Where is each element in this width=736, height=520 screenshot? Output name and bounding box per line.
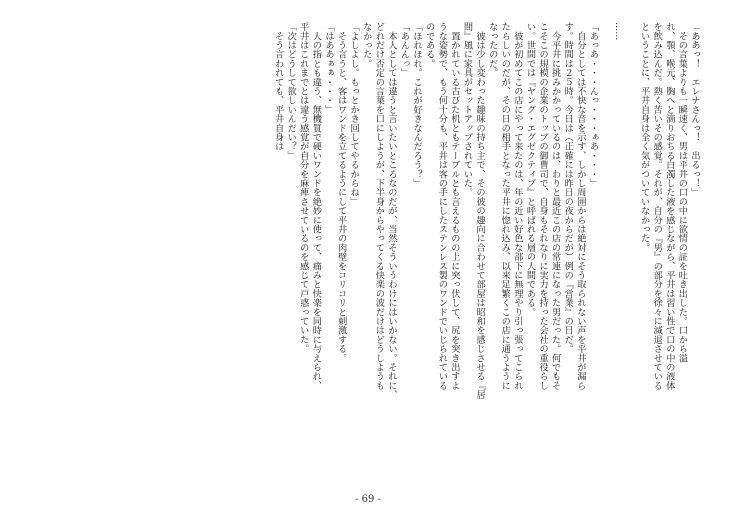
text-line: 平井はこれまでとは違う感覚が自分を麻痺させているのを感じて戸惑っていた。 xyxy=(297,22,309,354)
text-line: 「はああぁぁ・・・」 xyxy=(322,22,334,114)
text-line: 「次はどうして欲しいんだい？」 xyxy=(285,22,297,160)
text-line: 彼は少し変わった趣味の持ち主で、その彼の趣向に合わせて部屋は昭和を感じさせる『居 xyxy=(474,22,486,400)
text-line: を飲み込んだ。熱く苦いその感覚。それが、自分の『男』の部分を徐々に滅退させている xyxy=(651,22,663,390)
text-line: 自分としては不快な音を示す、しかし周囲からは絶対にそう取られない声を平井が漏ら xyxy=(574,22,586,390)
text-line: こそこの規模の企業のトップの御曹司で、自身もそれなりに実力を持った会社の重役らし xyxy=(537,22,549,390)
text-line: なかった。 xyxy=(360,22,372,68)
text-line: 本人としては違うと言いたいところなのだが、当然そういうわけにはいかない。それに、 xyxy=(385,22,397,400)
text-line: うな姿勢で、もう何十分も、平井は客の手にしたステンレス製のワンドでいじられている xyxy=(436,22,448,390)
text-line: …… xyxy=(613,22,625,41)
text-line: のである。 xyxy=(423,22,435,68)
page-number: - 69 - xyxy=(355,494,381,505)
text-line: なったのだ。 xyxy=(486,22,498,78)
text-line: その言葉よりも一瞬速く、男は平井の口の中に欲情の証を吐き出した。口から溢 xyxy=(676,22,688,363)
text-line: 「ほれほれ。これが好きなんだろう？」 xyxy=(411,22,423,188)
text-line: れ、顎、喉元、胸へと滴りおちる白濁した液を感じながら、平井は習い性で口の中の液体 xyxy=(663,22,675,391)
text-line: 「よしよし。もっとかき回してやるからね」 xyxy=(348,22,360,206)
text-line: す。時間は２５時。今日は（正確には昨日の夜からだが）例の『営業』の日だ。 xyxy=(562,22,574,354)
text-line: 彼が初めてこの店にやって来たのは、年の近い好色な部下に無理やり引っ張ってこられ xyxy=(511,22,523,390)
text-line: そう言われても、平井自身は xyxy=(272,22,284,151)
text-line: 今平井に挑みかかっているのは、わりと最近この店の常連になった男だった。何でもそ xyxy=(549,22,561,390)
text-line: たらしいのだが、その日の相手となった平井に惚れ込み、以来足繁くこの店に通うように xyxy=(499,22,511,390)
text-line: 置かれている古びた机ともテーブルとも言えるものの上に突っ伏して、尻を突き出すよ xyxy=(448,22,460,390)
blank-line xyxy=(624,22,637,482)
text-line: そう言うと、客はワンドを立てるようにして平井の肉壁をコリコリと刺激する。 xyxy=(335,22,347,363)
text-line: 人の指とも違う、無機質で硬いワンドを絶妙に使って、痛みと快楽を同時に与えられ、 xyxy=(310,22,322,390)
blank-line xyxy=(598,22,611,482)
text-line: 間』風に家具がセットアップされていた。 xyxy=(461,22,473,197)
body-text xyxy=(36,22,700,482)
text-line: い。世間では『ヤング・エグゼクティブ』と呼ばれる層の人間である。 xyxy=(524,22,536,317)
text-line: 「ああっ！ エレナさんっ！ 出るっ！」 xyxy=(689,22,700,197)
text-line: 「あっあ・・・んっ・・・ぁあ・・・」 xyxy=(587,22,599,188)
text-line: ということに、平井自身は全く気がついていなかった。 xyxy=(638,22,650,252)
text-line: 「あんんっ」 xyxy=(398,22,410,78)
text-line: どれだけ否定の言葉を口にしようが、下半身からやってくる快楽の波だけはどうしようも xyxy=(373,22,385,390)
